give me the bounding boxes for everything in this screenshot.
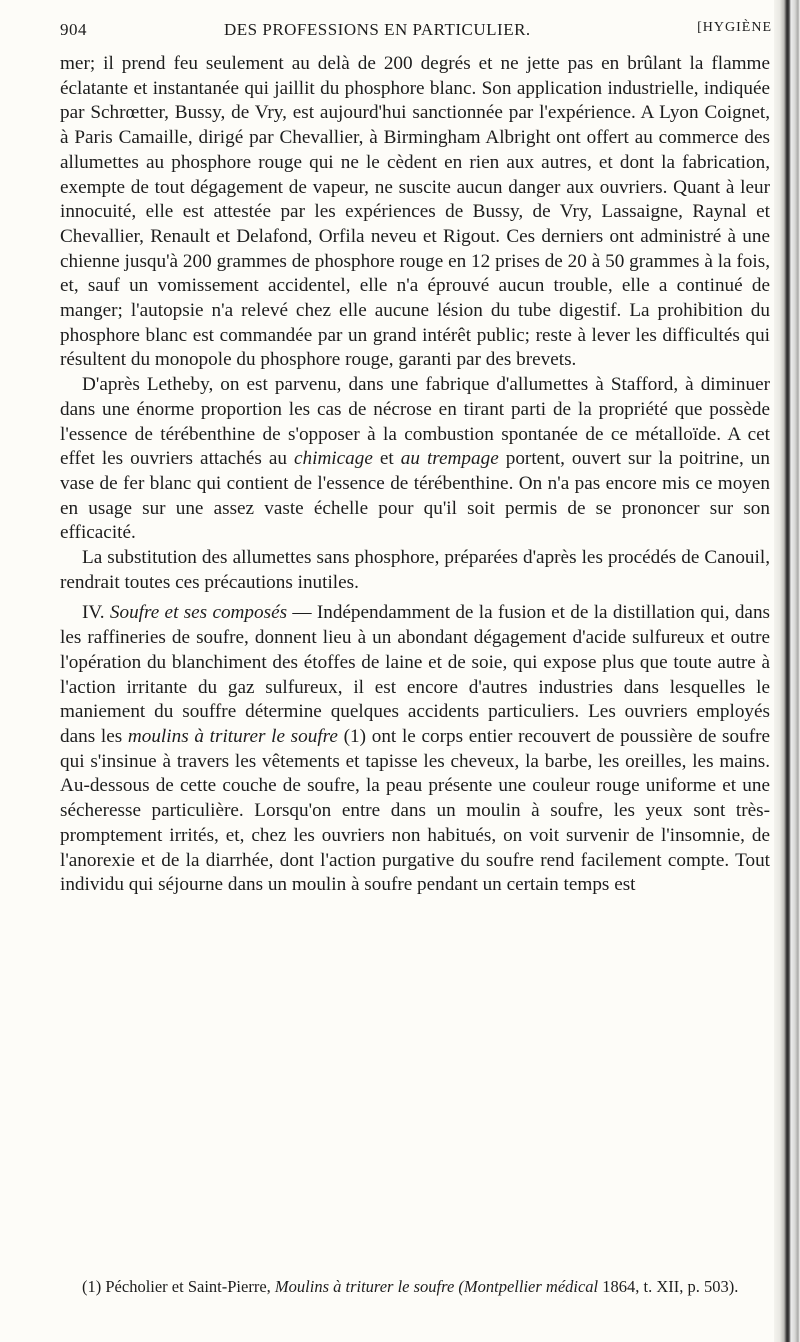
- footnote-text-b: 1864, t. XII, p. 503).: [598, 1277, 739, 1296]
- section-number: IV.: [82, 602, 110, 624]
- running-head: [HYGIÈNE: [697, 20, 772, 35]
- page-number: 904: [60, 20, 87, 39]
- section-title: Soufre et ses composés: [109, 602, 288, 624]
- body-text: [60, 52, 770, 898]
- footnote-citation-title: Moulins à triturer le soufre (Montpellier médical: [274, 1277, 599, 1296]
- paragraph-2: [60, 373, 770, 546]
- paragraph-1: mer; il prend feu seulement au delà de 200 degrés et ne jette pas en brûlant la flamme éclatante et instantanée qui jaillit du phosphore blanc. Son application industrielle, indiquée par Schrœtter, Bussy, de Vry, est aujourd'hui sanctionnée par l'expérience. A Lyon Coignet, à Paris Camaille, dirigé par Chevallier, à Birmingham Albright ont offert au commerce des allumettes au phosphore rouge qui ne le cèdent en rien aux autres, et dont la fabrication, exempte de tout dégagement de vapeur, ne suscite aucun danger aux ouvriers. Quant à leur innocuité, elle est attestée par les expériences de Bussy, de Vry, Lassaigne, Raynal et Chevallier, Renault et Delafond, Orfila neveu et Rigout. Ces derniers ont administré à une chienne jusqu'à 200 grammes de phosphore rouge en 12 prises de 20 à 50 grammes à la fois, et, sauf un vomissement accidentel, elle n'a éprouvé aucun trouble, elle a continué de manger; l'autopsie n'a relevé chez elle aucune lésion du tube digestif. La prohibition du phosphore blanc est commandée par un grand intérêt public; reste à lever les difficultés qui résultent du monopole du phosphore rouge, garanti par des brevets.: [60, 53, 770, 371]
- section-iv-paragraph: [60, 601, 770, 897]
- term-chimicage: chimicage: [294, 448, 373, 470]
- chapter-title: DES PROFESSIONS EN PARTICULIER.: [224, 20, 531, 39]
- section-iv-text-b: (1) ont le corps entier recouvert de poussière de soufre qui s'insinue à travers les vêtements et tapisse les cheveux, la barbe, les oreilles, les mains. Au-dessous de cette couche de soufre, la peau présente une couleur rouge uniforme et une sécheresse particulière. Lorsqu'on entre dans un moulin à soufre, les yeux sont très-promptement irrités, et, chez les ouvriers non habitués, on voit survenir de l'insomnie, de l'anorexie et de la diarrhée, dont l'action purgative du soufre rend facilement compte. Tout individu qui séjourne dans un moulin à soufre pendant un certain temps est: [60, 725, 770, 896]
- page-header: [60, 20, 778, 44]
- term-trempage: au trempage: [400, 448, 499, 470]
- paragraph-2-text-b: et: [372, 448, 401, 470]
- paragraph-3: La substitution des allumettes sans phosphore, préparées d'après les procédés de Canouil, rendrait toutes ces précautions inutiles.: [60, 547, 770, 593]
- paragraph-2-text-c: portent, ouvert sur la poitrine, un vase de fer blanc qui contient de l'essence de térébenthine. On n'a pas encore mis ce moyen en usage sur une assez vaste échelle pour qu'il soit permis de se prononcer sur son efficacité.: [60, 448, 770, 544]
- paragraph-2-text-a: D'après Letheby, on est parvenu, dans une fabrique d'allumettes à Stafford, à diminuer dans une énorme proportion les cas de nécrose en tirant parti de la propriété que possède l'essence de térébenthine de s'opposer à la combustion spontanée de ce métalloïde. A cet effet les ouvriers attachés au: [60, 374, 770, 470]
- term-moulins: moulins à triturer le soufre: [127, 725, 338, 747]
- book-binding-edge: [774, 0, 800, 1342]
- footnote-text-a: (1) Pécholier et Saint-Pierre,: [82, 1277, 275, 1296]
- section-iv-text-a: — Indépendamment de la fusion et de la distillation qui, dans les raffineries de soufre, donnent lieu à un abondant dégagement d'acide sulfureux et outre l'opération du blanchiment des étoffes de laine et de soie, qui expose plus que toute autre à l'action irritante du gaz sulfureux, il est encore d'autres industries dans lesquelles le maniement du souffre détermine quelques accidents particuliers. Les ouvriers employés dans les: [60, 602, 770, 747]
- footnote: [60, 1276, 770, 1297]
